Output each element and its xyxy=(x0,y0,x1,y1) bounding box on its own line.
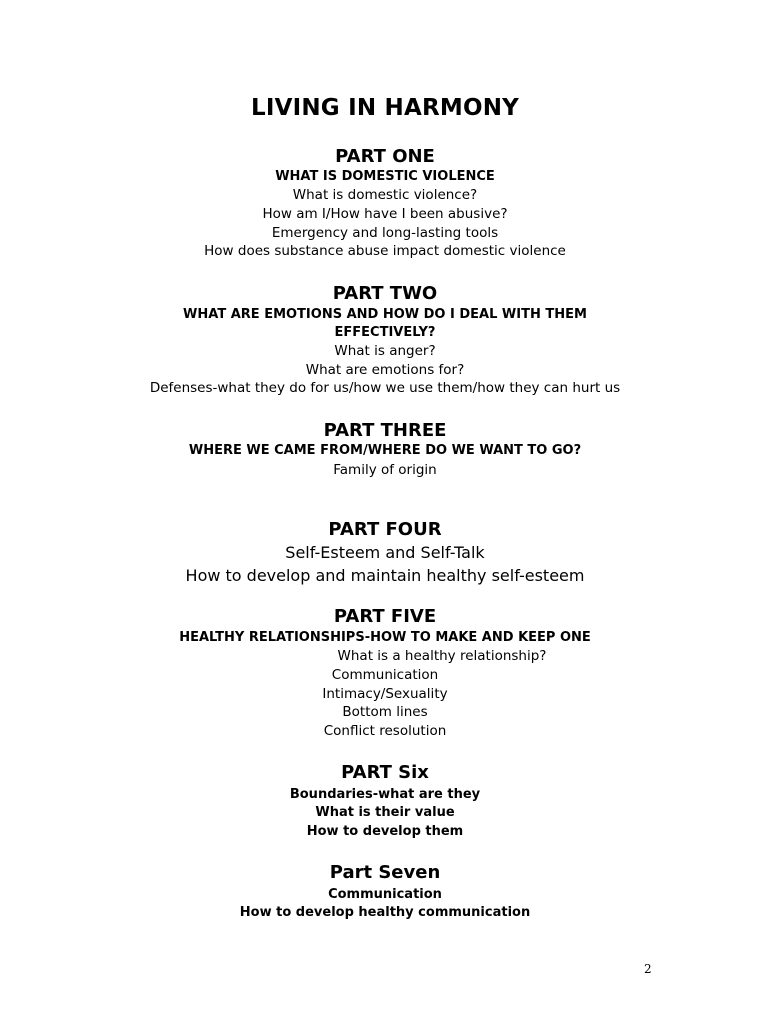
part-four-heading: PART FOUR xyxy=(328,519,442,540)
part-five-item: What is a healthy relationship? xyxy=(337,648,547,664)
part-five-item: Conflict resolution xyxy=(323,723,447,739)
part-six-line: What is their value xyxy=(315,805,455,820)
part-three-heading: PART THREE xyxy=(323,420,447,441)
part-two-heading: PART TWO xyxy=(332,283,438,304)
part-two-item: Defenses-what they do for us/how we use them/how they can hurt us xyxy=(149,380,621,396)
part-six-line: Boundaries-what are they xyxy=(289,787,481,802)
part-two-subheading: EFFECTIVELY? xyxy=(334,325,436,340)
part-one-item: How am I/How have I been abusive? xyxy=(262,206,508,222)
part-four-item: Self-Esteem and Self-Talk xyxy=(285,543,485,562)
part-six-heading: PART Six xyxy=(341,762,429,783)
part-five-heading: PART FIVE xyxy=(333,606,437,627)
part-one-item: What is domestic violence? xyxy=(292,187,478,203)
part-one-heading: PART ONE xyxy=(335,146,435,167)
part-three-subheading: WHERE WE CAME FROM/WHERE DO WE WANT TO GO? xyxy=(188,443,582,458)
part-seven-heading: Part Seven xyxy=(329,862,441,883)
part-two-item: What are emotions for? xyxy=(305,362,465,378)
part-one-item: Emergency and long-lasting tools xyxy=(271,225,499,241)
page-number: 2 xyxy=(644,962,652,976)
part-seven-line: Communication xyxy=(328,887,442,902)
part-five-item: Bottom lines xyxy=(342,704,428,720)
part-six-line: How to develop them xyxy=(306,824,464,839)
part-five-item: Intimacy/Sexuality xyxy=(322,686,448,702)
part-two-subheading: WHAT ARE EMOTIONS AND HOW DO I DEAL WITH THEM xyxy=(183,307,587,322)
part-four-item: How to develop and maintain healthy self-esteem xyxy=(185,566,585,585)
part-two-item: What is anger? xyxy=(334,343,436,359)
part-five-subheading: HEALTHY RELATIONSHIPS-HOW TO MAKE AND KEEP ONE xyxy=(179,630,591,645)
part-one-item: How does substance abuse impact domestic violence xyxy=(204,243,566,259)
document-title: LIVING IN HARMONY xyxy=(250,95,520,121)
part-one-subheading: WHAT IS DOMESTIC VIOLENCE xyxy=(275,169,495,184)
part-seven-line: How to develop healthy communication xyxy=(239,905,531,920)
part-three-item: Family of origin xyxy=(333,462,437,478)
part-five-item: Communication xyxy=(331,667,439,683)
